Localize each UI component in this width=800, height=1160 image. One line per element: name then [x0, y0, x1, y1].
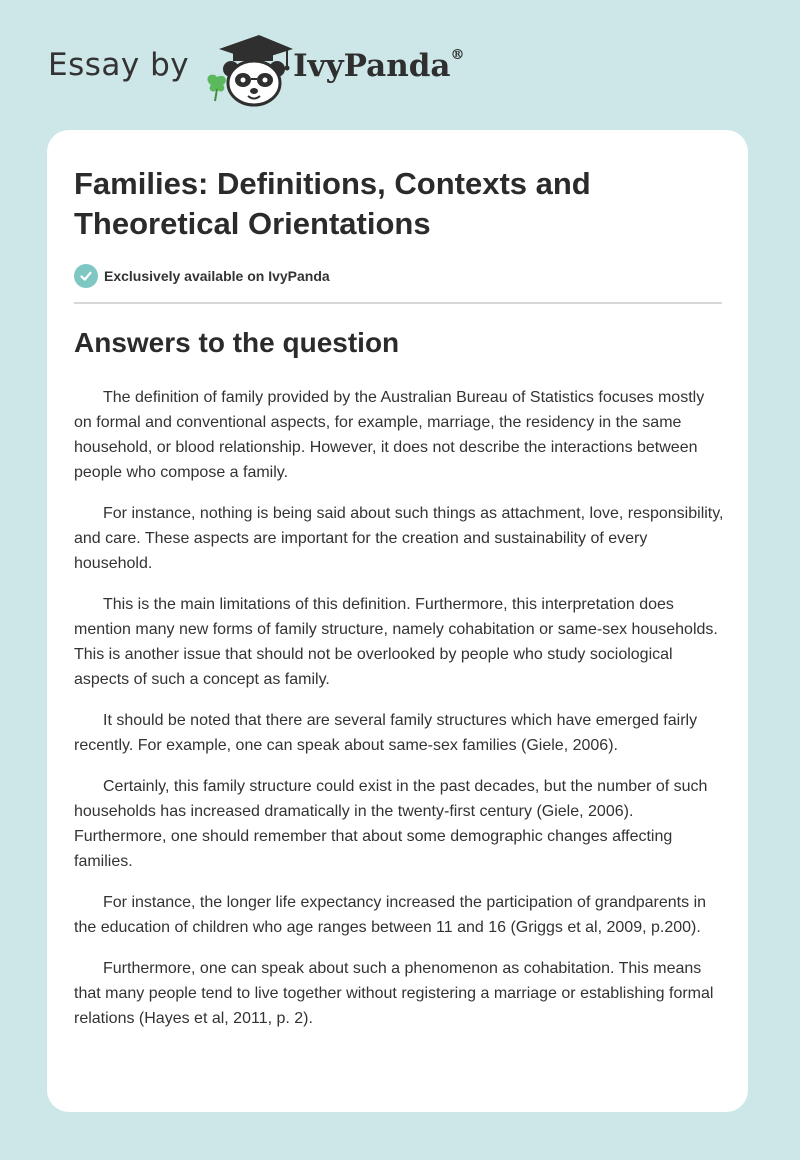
registered-mark: ®	[450, 46, 465, 63]
paragraph: Certainly, this family structure could exist in the past decades, but the number of such households has increased dramatically in the twenty-first century (Giele, 2006). Furthermore, one should remember that about some demographic changes affecting families.	[74, 778, 708, 870]
exclusive-badge-label: Exclusively available on IvyPanda	[104, 268, 330, 284]
paragraph: For instance, the longer life expectancy increased the participation of grandparents in the education of children who age ranges between 11 and 16 (Griggs et al, 2009, p.200).	[74, 894, 707, 936]
section-heading: Answers to the question	[74, 327, 400, 358]
essay-card	[47, 130, 748, 1112]
paragraph: This is the main limitations of this definition. Furthermore, this interpretation does mention many new forms of family structure, namely cohabitation or same-sex households. This is another issue that should not be overlooked by people who study sociological aspects of such a concept as family.	[74, 596, 718, 688]
paragraph: Furthermore, one can speak about such a phenomenon as cohabitation. This means that many people tend to live together without registering a marriage or establishing formal relations (Hayes et al, 2011, p. 2).	[74, 960, 714, 1027]
title-divider	[74, 302, 722, 304]
essay-by-label: Essay by	[48, 47, 190, 83]
page-title: Families: Definitions, Contexts and Theoretical Orientations	[74, 166, 591, 241]
paragraph: For instance, nothing is being said about such things as attachment, love, responsibility, and care. These aspects are important for the creation and sustainability of every household.	[74, 505, 724, 572]
exclusive-badge	[74, 264, 330, 288]
site-header	[48, 30, 465, 110]
check-circle-icon	[74, 264, 98, 288]
paragraph: The definition of family provided by the Australian Bureau of Statistics focuses mostly on formal and conventional aspects, for example, marriage, the residency in the same household, or blood relationship. However, it does not describe the interactions between people who compose a family.	[74, 389, 705, 481]
essay-body	[74, 385, 724, 1047]
paragraph: It should be noted that there are several family structures which have emerged fairly recently. For example, one can speak about same-sex families (Giele, 2006).	[74, 712, 698, 754]
brand-name[interactable]	[293, 48, 464, 84]
ivy-leaf-icon	[208, 75, 226, 101]
brand-text: IvyPanda	[293, 48, 451, 84]
panda-logo-icon[interactable]	[203, 31, 295, 109]
